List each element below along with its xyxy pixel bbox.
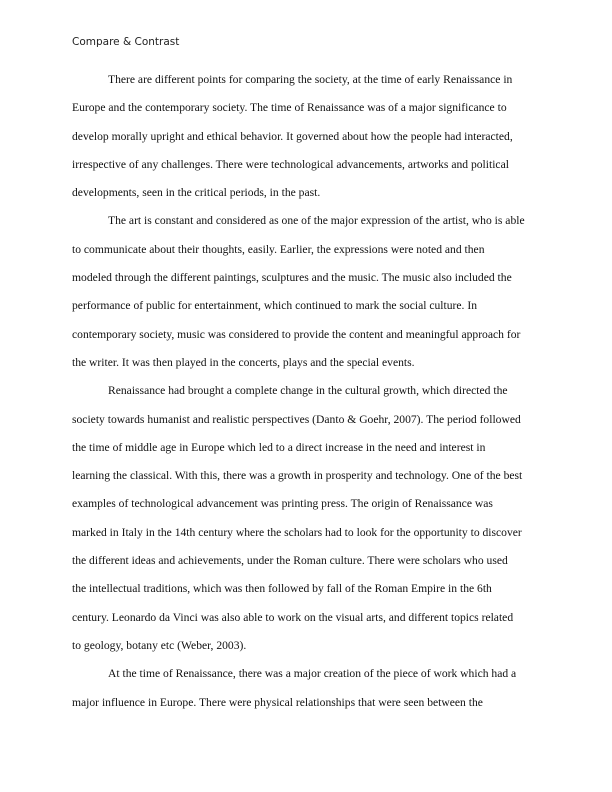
paragraph-line: learning the classical. With this, there was a growth in prosperity and technology. One of the best [72, 469, 523, 483]
paragraph-line: At the time of Renaissance, there was a major creation of the piece of work which had a [108, 667, 517, 681]
paragraph-line: develop morally upright and ethical behavior. It governed about how the people had interacted, [72, 129, 513, 143]
paragraph-line: developments, seen in the critical periods, in the past. [72, 186, 321, 200]
paragraph-line: century. Leonardo da Vinci was also able to work on the visual arts, and different topics related [72, 610, 514, 624]
paragraph-2 [72, 207, 542, 377]
paragraph-line: modeled through the different paintings, sculptures and the music. The music also included the [72, 271, 512, 285]
paragraph-line: Renaissance had brought a complete change in the cultural growth, which directed the [108, 384, 508, 398]
paragraph-line: the intellectual traditions, which was then followed by fall of the Roman Empire in the 6th [72, 582, 492, 596]
paragraph-line: irrespective of any challenges. There were technological advancements, artworks and political [72, 157, 509, 171]
paragraph-line: contemporary society, music was considered to provide the content and meaningful approach for [72, 327, 521, 341]
paragraph-line: major influence in Europe. There were physical relationships that were seen between the [72, 695, 483, 709]
paragraph-line: performance of public for entertainment, which continued to mark the social culture. In [72, 299, 477, 313]
paragraph-line: the different ideas and achievements, under the Roman culture. There were scholars who used [72, 554, 508, 568]
paragraph-4 [72, 660, 542, 717]
paragraph-line: Europe and the contemporary society. The time of Renaissance was of a major significance to [72, 101, 507, 115]
paragraph-line: to geology, botany etc (Weber, 2003). [72, 638, 247, 652]
paragraph-line: The art is constant and considered as one of the major expression of the artist, who is able [108, 214, 525, 228]
paragraph-line: the time of middle age in Europe which led to a direct increase in the need and interest in [72, 440, 486, 454]
paragraph-3 [72, 377, 542, 660]
body-text [72, 66, 542, 717]
paragraph-line: to communicate about their thoughts, easily. Earlier, the expressions were noted and then [72, 242, 485, 256]
paragraph-line: the writer. It was then played in the concerts, plays and the special events. [72, 355, 415, 369]
paragraph-line: society towards humanist and realistic perspectives (Danto & Goehr, 2007). The period followed [72, 412, 521, 426]
paragraph-1 [72, 66, 542, 207]
paragraph-line: marked in Italy in the 14th century where the scholars had to look for the opportunity to discover [72, 525, 522, 539]
running-head: Compare & Contrast [72, 36, 180, 48]
paragraph-line: There are different points for comparing the society, at the time of early Renaissance in [108, 73, 513, 86]
paragraph-line: examples of technological advancement was printing press. The origin of Renaissance was [72, 497, 493, 511]
